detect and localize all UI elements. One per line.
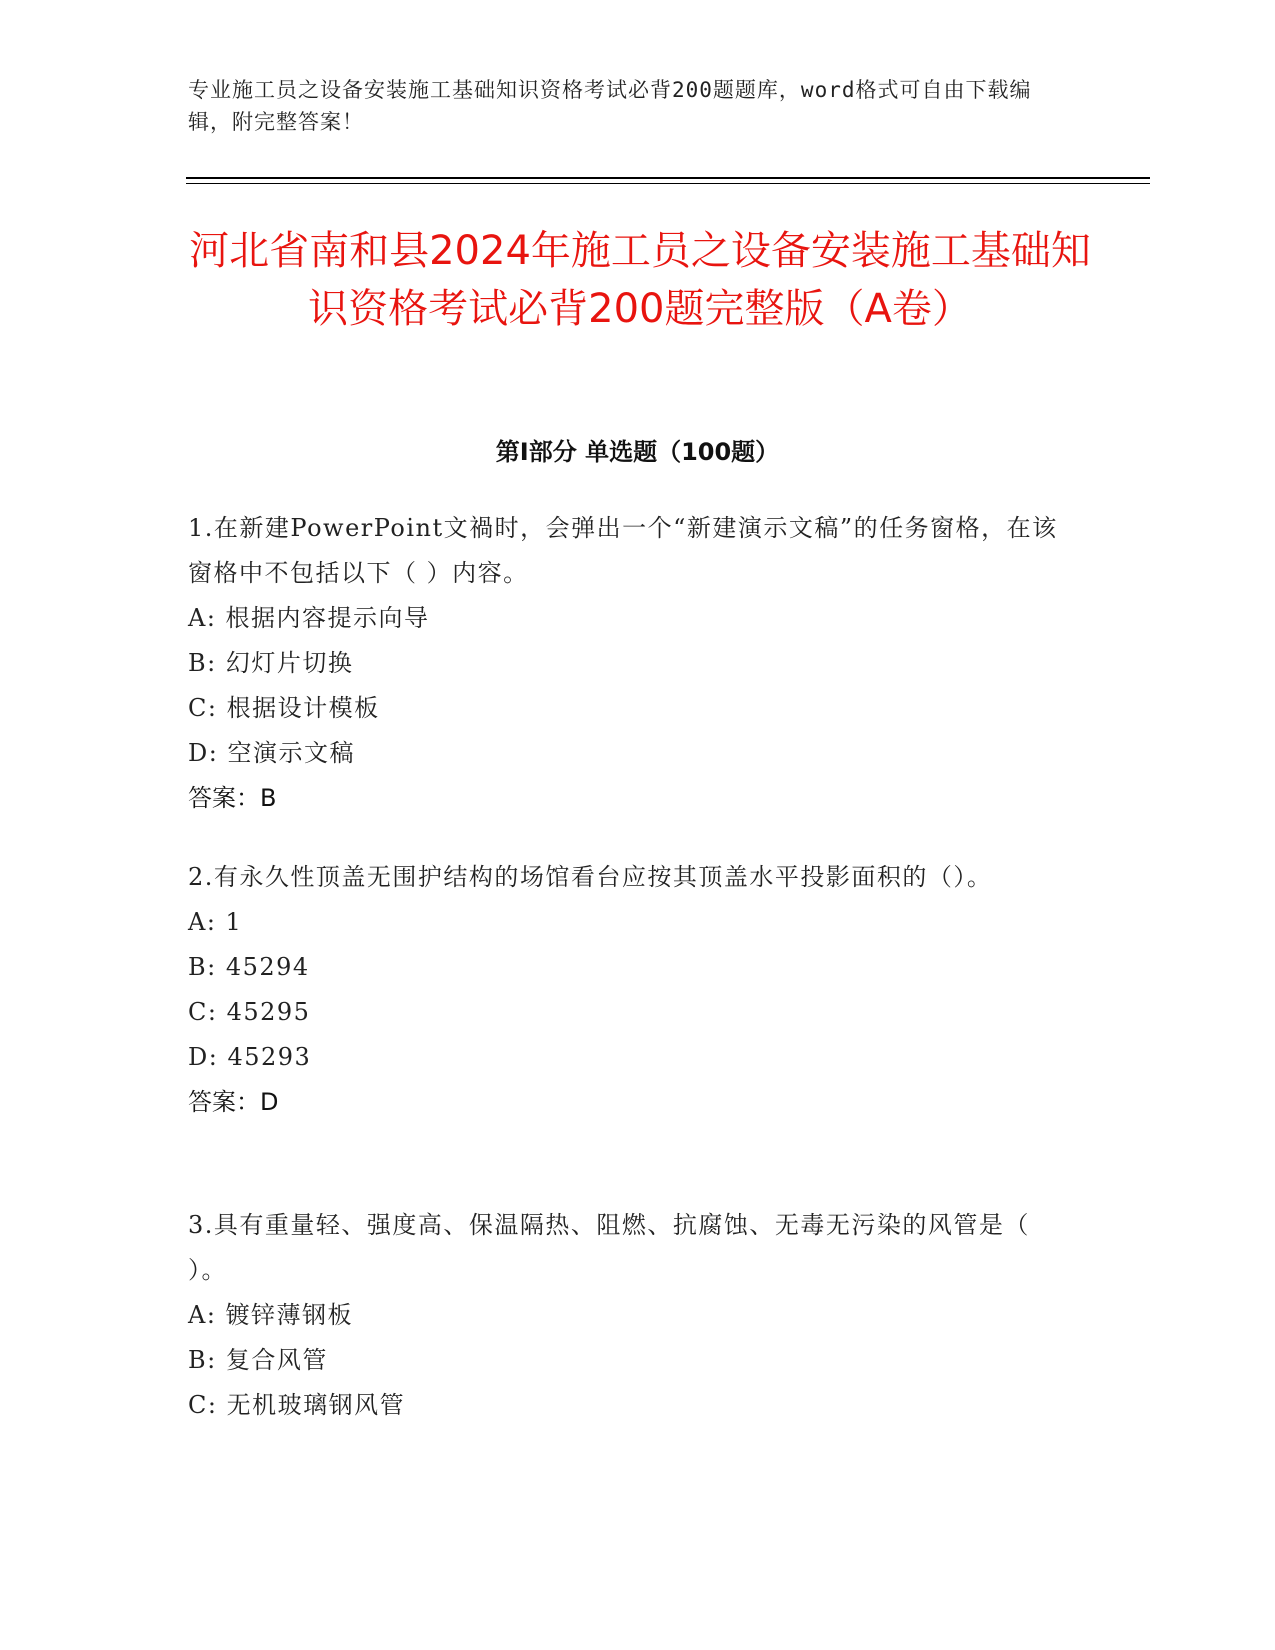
answer: 答案：B xyxy=(188,784,277,812)
header-note: 专业施工员之设备安装施工基础知识资格考试必背200题题库，word格式可自由下载编辑，附完整答案！ xyxy=(188,78,1032,134)
option-b: B: 复合风管 xyxy=(188,1346,328,1374)
question-stem: 2.有永久性顶盖无围护结构的场馆看台应按其顶盖水平投影面积的（）。 xyxy=(188,863,993,891)
option-a: A: 1 xyxy=(188,908,243,936)
answer: 答案：D xyxy=(188,1088,279,1116)
option-d: D: 45293 xyxy=(188,1043,312,1071)
option-b: B: 幻灯片切换 xyxy=(188,649,354,677)
question-2 xyxy=(188,855,1068,1125)
option-c: C: 根据设计模板 xyxy=(188,694,380,722)
header-rule-thin xyxy=(186,183,1150,184)
question-stem: 1.在新建PowerPoint文禍时，会弹出一个“新建演示文稿”的任务窗格，在该窗格中不包括以下（ ）内容。 xyxy=(188,514,1058,587)
option-c: C: 45295 xyxy=(188,998,311,1026)
option-a: A: 镀锌薄钢板 xyxy=(188,1301,354,1329)
option-b: B: 45294 xyxy=(188,953,310,981)
option-c: C: 无机玻璃钢风管 xyxy=(188,1391,406,1419)
option-a: A: 根据内容提示向导 xyxy=(188,604,430,632)
option-d: D: 空演示文稿 xyxy=(188,739,355,767)
question-3 xyxy=(188,1203,1068,1428)
question-stem: 3.具有重量轻、强度高、保温隔热、阻燃、抗腐蚀、无毒无污染的风管是（ ）。 xyxy=(188,1211,1030,1284)
header-rule-thick xyxy=(186,177,1150,179)
document-title: 河北省南和县2024年施工员之设备安装施工基础知识资格考试必背200题完整版（A卷） xyxy=(189,228,1091,332)
question-1 xyxy=(188,506,1068,821)
section-heading: 第I部分 单选题（100题） xyxy=(495,438,780,466)
